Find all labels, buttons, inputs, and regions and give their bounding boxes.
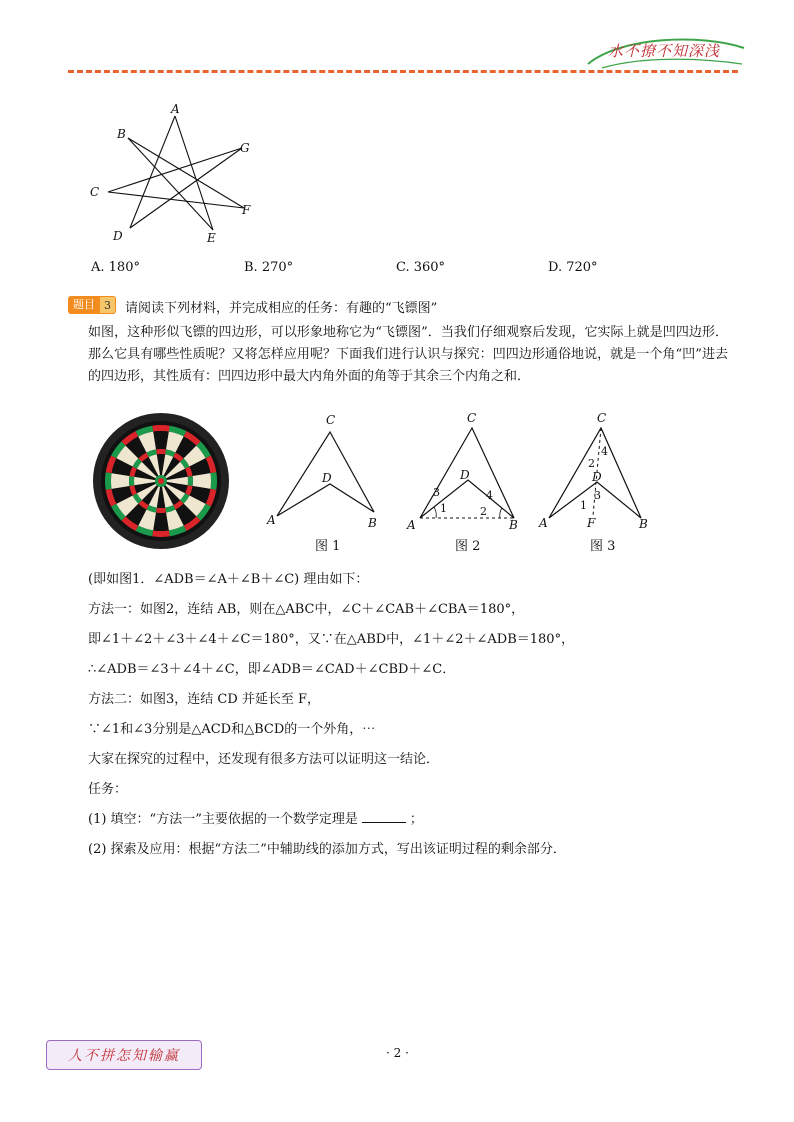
fig1-label-d: D xyxy=(322,471,332,485)
fig3-angle-1: 1 xyxy=(580,499,587,512)
figure-1-dart-shape xyxy=(262,408,392,533)
fig1-label-b: B xyxy=(368,516,377,530)
fig2-angle-2: 2 xyxy=(480,505,487,518)
proof-line-1: (即如图1．∠ADB＝∠A＋∠B＋∠C) 理由如下： xyxy=(88,572,369,587)
proof-line-2: 方法一：如图2，连结 AB，则在△ABC中，∠C＋∠CAB＋∠CBA＝180°， xyxy=(88,602,525,617)
question-title: 请阅读下列材料，并完成相应的任务：有趣的“飞镖图” xyxy=(125,301,438,316)
proof-line-7: 大家在探究的过程中，还发现有很多方法可以证明这一结论． xyxy=(88,752,440,767)
fig3-label-a: A xyxy=(539,516,548,530)
question-badge xyxy=(68,296,116,314)
figure-2-caption: 图 2 xyxy=(455,539,481,554)
figure-1-caption: 图 1 xyxy=(315,539,341,554)
dartboard-image xyxy=(92,412,230,550)
proof-line-5: 方法二：如图3，连结 CD 并延长至 F， xyxy=(88,692,321,707)
fig3-angle-2: 2 xyxy=(588,457,595,470)
fig3-label-f: F xyxy=(587,516,596,530)
fig3-label-d: D xyxy=(592,470,602,484)
proof-line-3: 即∠1＋∠2＋∠3＋∠4＋∠C＝180°，又∵在△ABD中，∠1＋∠2＋∠ADB＝180°， xyxy=(88,632,575,647)
star-label-c: C xyxy=(90,185,100,199)
fig3-label-c: C xyxy=(597,411,607,425)
task-1-answer-blank[interactable] xyxy=(362,810,406,823)
fig2-label-d: D xyxy=(460,468,470,482)
fig2-angle-4: 4 xyxy=(486,489,493,502)
header-logo-text: 水不撩不知深浅 xyxy=(608,42,721,60)
task-1-text: (1) 填空：“方法一”主要依据的一个数学定理是 xyxy=(88,812,358,827)
proof-line-6: ∵∠1和∠3分别是△ACD和△BCD的一个外角，⋯ xyxy=(88,722,376,737)
choice-d: D. 720° xyxy=(548,260,598,275)
choice-a: A. 180° xyxy=(91,260,140,275)
question-badge-number: 3 xyxy=(100,296,116,314)
page-number: · 2 · xyxy=(386,1046,409,1060)
star-label-b: B xyxy=(117,127,126,141)
star-label-g: G xyxy=(240,141,250,155)
footer-slogan: 人不拼怎知输赢 xyxy=(46,1040,202,1070)
star-label-f: F xyxy=(242,203,251,217)
fig2-angle-3: 3 xyxy=(433,486,440,499)
question-badge-label: 题目 xyxy=(68,296,100,314)
proof-line-4: ∴∠ADB＝∠3＋∠4＋∠C，即∠ADB＝∠CAD＋∠CBD＋∠C． xyxy=(88,662,456,677)
figure-3-dart-shape xyxy=(535,408,660,533)
task-1-end: ； xyxy=(409,812,423,827)
star-figure xyxy=(80,100,270,250)
fig2-label-b: B xyxy=(509,518,518,532)
fig1-label-c: C xyxy=(326,413,336,427)
fig3-angle-3: 3 xyxy=(594,489,601,502)
choice-b: B. 270° xyxy=(244,260,294,275)
task-heading: 任务： xyxy=(88,782,128,797)
star-label-a: A xyxy=(171,102,180,116)
star-label-e: E xyxy=(207,231,216,245)
star-label-d: D xyxy=(113,229,123,243)
question-intro: 如图，这种形似飞镖的四边形，可以形象地称它为“飞镖图”．当我们仔细观察后发现，它实际上就是凹四边形．那么它具有哪些性质呢？又将怎样应用呢？下面我们进行认识与探究：凹四边形通俗地说，就是一个角“凹”进去的四边形，其性质有：凹四边形中最大内角外面的角等于其余三个内角之和． xyxy=(88,325,728,384)
task-1 xyxy=(88,808,423,827)
fig2-label-c: C xyxy=(467,411,477,425)
fig2-angle-1: 1 xyxy=(440,502,447,515)
header-dashed-divider xyxy=(68,70,738,73)
figure-2-dart-shape xyxy=(402,408,532,533)
choice-c: C. 360° xyxy=(396,260,446,275)
fig1-label-a: A xyxy=(267,513,276,527)
fig3-label-b: B xyxy=(639,517,648,531)
figure-3-caption: 图 3 xyxy=(590,539,616,554)
fig3-angle-4: 4 xyxy=(601,445,608,458)
task-2: (2) 探索及应用：根据“方法二”中辅助线的添加方式，写出该证明过程的剩余部分． xyxy=(88,842,566,857)
fig2-label-a: A xyxy=(407,518,416,532)
